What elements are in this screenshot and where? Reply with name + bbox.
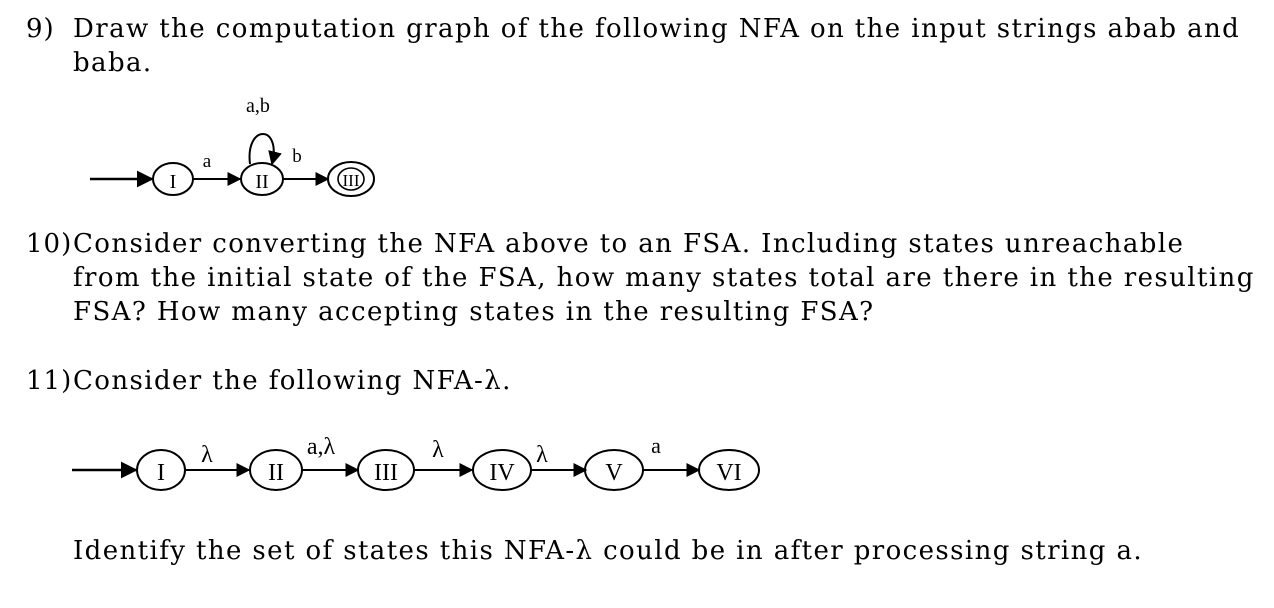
nfa2-state-VI-label: VI xyxy=(716,460,742,486)
question-10-text-line-2: from the initial state of the FSA, how many states total are there in the resulting xyxy=(73,263,1255,293)
nfa2-state-I-label: I xyxy=(157,460,165,486)
nfa1-label-ab: a,b xyxy=(246,95,270,117)
nfa2-state-II-label: II xyxy=(268,460,284,486)
question-9-text-line-1: Draw the computation graph of the following NFA on the input strings abab and xyxy=(73,14,1241,44)
question-9-number: 9) xyxy=(26,14,55,44)
nfa1-state-II-label: II xyxy=(255,171,269,193)
question-9-text-line-2: baba. xyxy=(73,48,153,78)
question-10-text-line-3: FSA? How many accepting states in the resulting FSA? xyxy=(73,297,875,327)
question-11-number: 11) xyxy=(26,366,73,396)
question-11-followup: Identify the set of states this NFA-λ could be in after processing string a. xyxy=(73,536,1144,566)
nfa1-label-b: b xyxy=(292,146,302,167)
nfa1-state-I-label: I xyxy=(169,171,177,193)
question-10-text-line-1: Consider converting the NFA above to an FSA. Including states unreachable xyxy=(73,229,1185,259)
nfa-1-diagram xyxy=(90,95,374,196)
nfa2-state-III-label: III xyxy=(374,460,398,486)
nfa2-state-IV-label: IV xyxy=(489,460,515,486)
question-10-number: 10) xyxy=(26,229,73,259)
nfa2-label-2: a,λ xyxy=(306,434,336,460)
nfa1-loop-II xyxy=(250,134,274,164)
nfa2-state-V-label: V xyxy=(605,460,623,486)
nfa1-state-III-label: III xyxy=(342,171,360,190)
nfa2-label-5: a xyxy=(651,433,661,458)
nfa2-label-4: λ xyxy=(536,442,548,468)
nfa2-label-3: λ xyxy=(432,437,444,463)
question-11-text-line-1: Consider the following NFA-λ. xyxy=(73,366,512,396)
nfa1-label-a: a xyxy=(202,151,212,172)
nfa2-label-1: λ xyxy=(201,442,213,468)
nfa-2-diagram xyxy=(72,433,759,490)
